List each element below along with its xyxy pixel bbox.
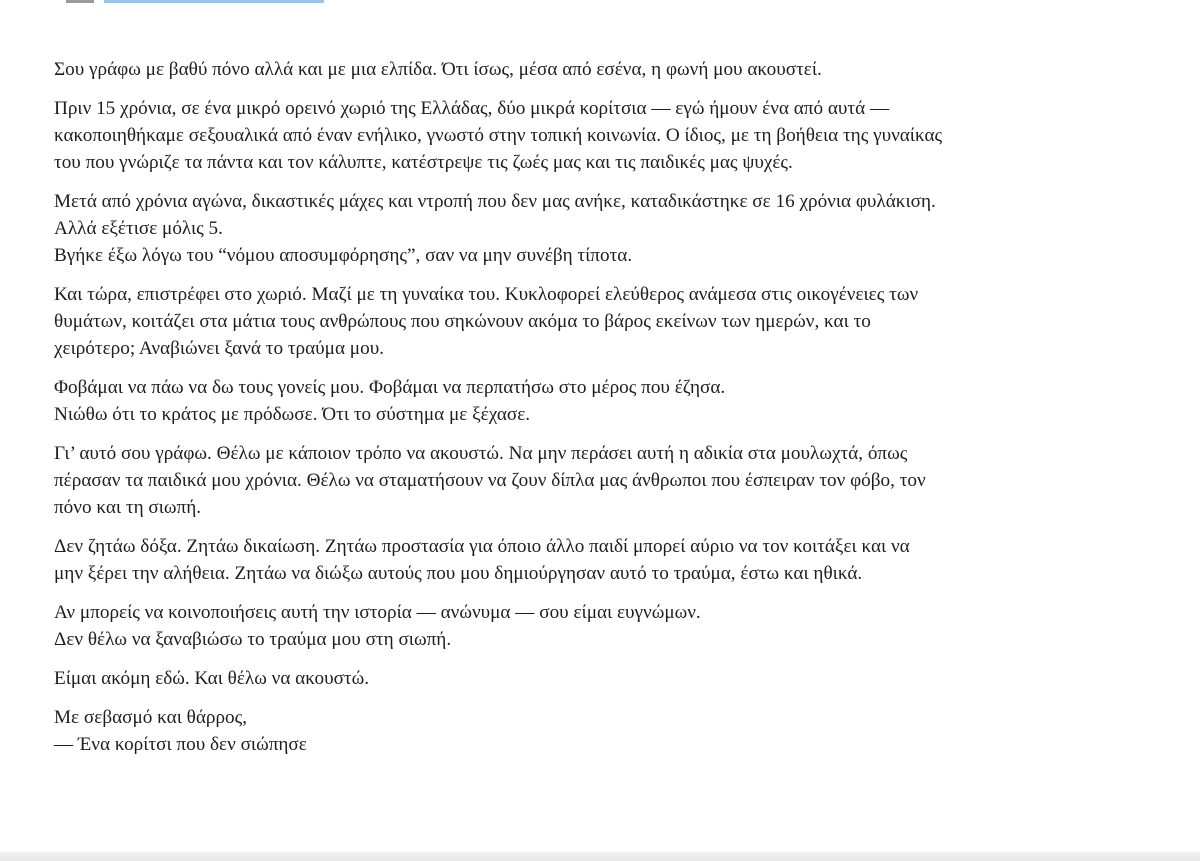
- signature-line: — Ένα κορίτσι που δεν σιώπησε: [54, 734, 307, 755]
- text-line: Δεν ζητάω δόξα. Ζητάω δικαίωση. Ζητάω προστασία για όποιο άλλο παιδί μπορεί αύριο να τον κοιτάξει και να: [54, 536, 910, 557]
- closing-line: Με σεβασμό και θάρρος,: [54, 707, 248, 728]
- paragraph-signature: [54, 704, 1174, 758]
- text-line: Μετά από χρόνια αγώνα, δικαστικές μάχες και ντροπή που δεν μας ανήκε, καταδικάστηκε σε 16 χρόνια φυλάκιση.: [54, 191, 936, 212]
- cropped-link-underline: [104, 0, 324, 3]
- text-line: Αλλά εξέτισε μόλις 5.: [54, 218, 223, 239]
- paragraph-sentence: [54, 188, 1174, 269]
- text-line: Γι’ αυτό σου γράφω. Θέλω με κάποιον τρόπο να ακουστώ. Να μην περάσει αυτή η αδικία στα μουλωχτά, όπως: [54, 443, 908, 464]
- paragraph-request: [54, 599, 1174, 653]
- text-line: του που γνώριζε τα πάντα και τον κάλυπτε, κατέστρεψε τις ζωές μας και τις παιδικές μας ψυχές.: [54, 152, 793, 173]
- text-line: Βγήκε έξω λόγω του “νόμου αποσυμφόρησης”, σαν να μην συνέβη τίποτα.: [54, 245, 633, 266]
- paragraph-return: [54, 281, 1174, 362]
- text-line: χειρότερο; Αναβιώνει ξανά το τραύμα μου.: [54, 338, 384, 359]
- text-line: Νιώθω ότι το κράτος με πρόδωσε. Ότι το σύστημα με ξέχασε.: [54, 404, 531, 425]
- paragraph-justice: [54, 533, 1174, 587]
- letter-body: [54, 56, 1174, 770]
- text-line: Φοβάμαι να πάω να δω τους γονείς μου. Φοβάμαι να περπατήσω στο μέρος που έζησα.: [54, 377, 726, 398]
- paragraph-fear: [54, 374, 1174, 428]
- text-line: μην ξέρει την αλήθεια. Ζητάω να διώξω αυτούς που μου δημιούργησαν αυτό το τραύμα, έστω και ηθικά.: [54, 563, 863, 584]
- top-strip: [0, 0, 1200, 4]
- text-line: Πριν 15 χρόνια, σε ένα μικρό ορεινό χωριό της Ελλάδας, δύο μικρά κορίτσια — εγώ ήμουν ένα από αυτά —: [54, 98, 890, 119]
- text-line: Δεν θέλω να ξαναβιώσω το τραύμα μου στη σιωπή.: [54, 629, 452, 650]
- text-line: πέρασαν τα παιδικά μου χρόνια. Θέλω να σταματήσουν να ζουν δίπλα μας άνθρωποι που έσπειραν τον φόβο, τον: [54, 470, 926, 491]
- paragraph-reason: [54, 440, 1174, 521]
- cropped-icon-mark: [66, 0, 94, 3]
- page-bottom-edge: [0, 852, 1200, 861]
- text-line: κακοποιηθήκαμε σεξουαλικά από έναν ενήλικο, γνωστό στην τοπική κοινωνία. Ο ίδιος, με τη βοήθεια της γυναίκας: [54, 125, 943, 146]
- text-line: Σου γράφω με βαθύ πόνο αλλά και με μια ελπίδα. Ότι ίσως, μέσα από εσένα, η φωνή μου ακουστεί.: [54, 59, 822, 80]
- text-line: θυμάτων, κοιτάζει στα μάτια τους ανθρώπους που σηκώνουν ακόμα το βάρος εκείνων των ημερών, και το: [54, 311, 871, 332]
- text-line: πόνο και τη σιωπή.: [54, 497, 202, 518]
- paragraph-opening: [54, 56, 1174, 83]
- text-line: Και τώρα, επιστρέφει στο χωριό. Μαζί με τη γυναίκα του. Κυκλοφορεί ελεύθερος ανάμεσα στις οικογένειες των: [54, 284, 919, 305]
- text-line: Είμαι ακόμη εδώ. Και θέλω να ακουστώ.: [54, 668, 370, 689]
- text-line: Αν μπορείς να κοινοποιήσεις αυτή την ιστορία — ανώνυμα — σου είμαι ευγνώμων.: [54, 602, 701, 623]
- paragraph-incident: [54, 95, 1174, 176]
- paragraph-still-here: [54, 665, 1174, 692]
